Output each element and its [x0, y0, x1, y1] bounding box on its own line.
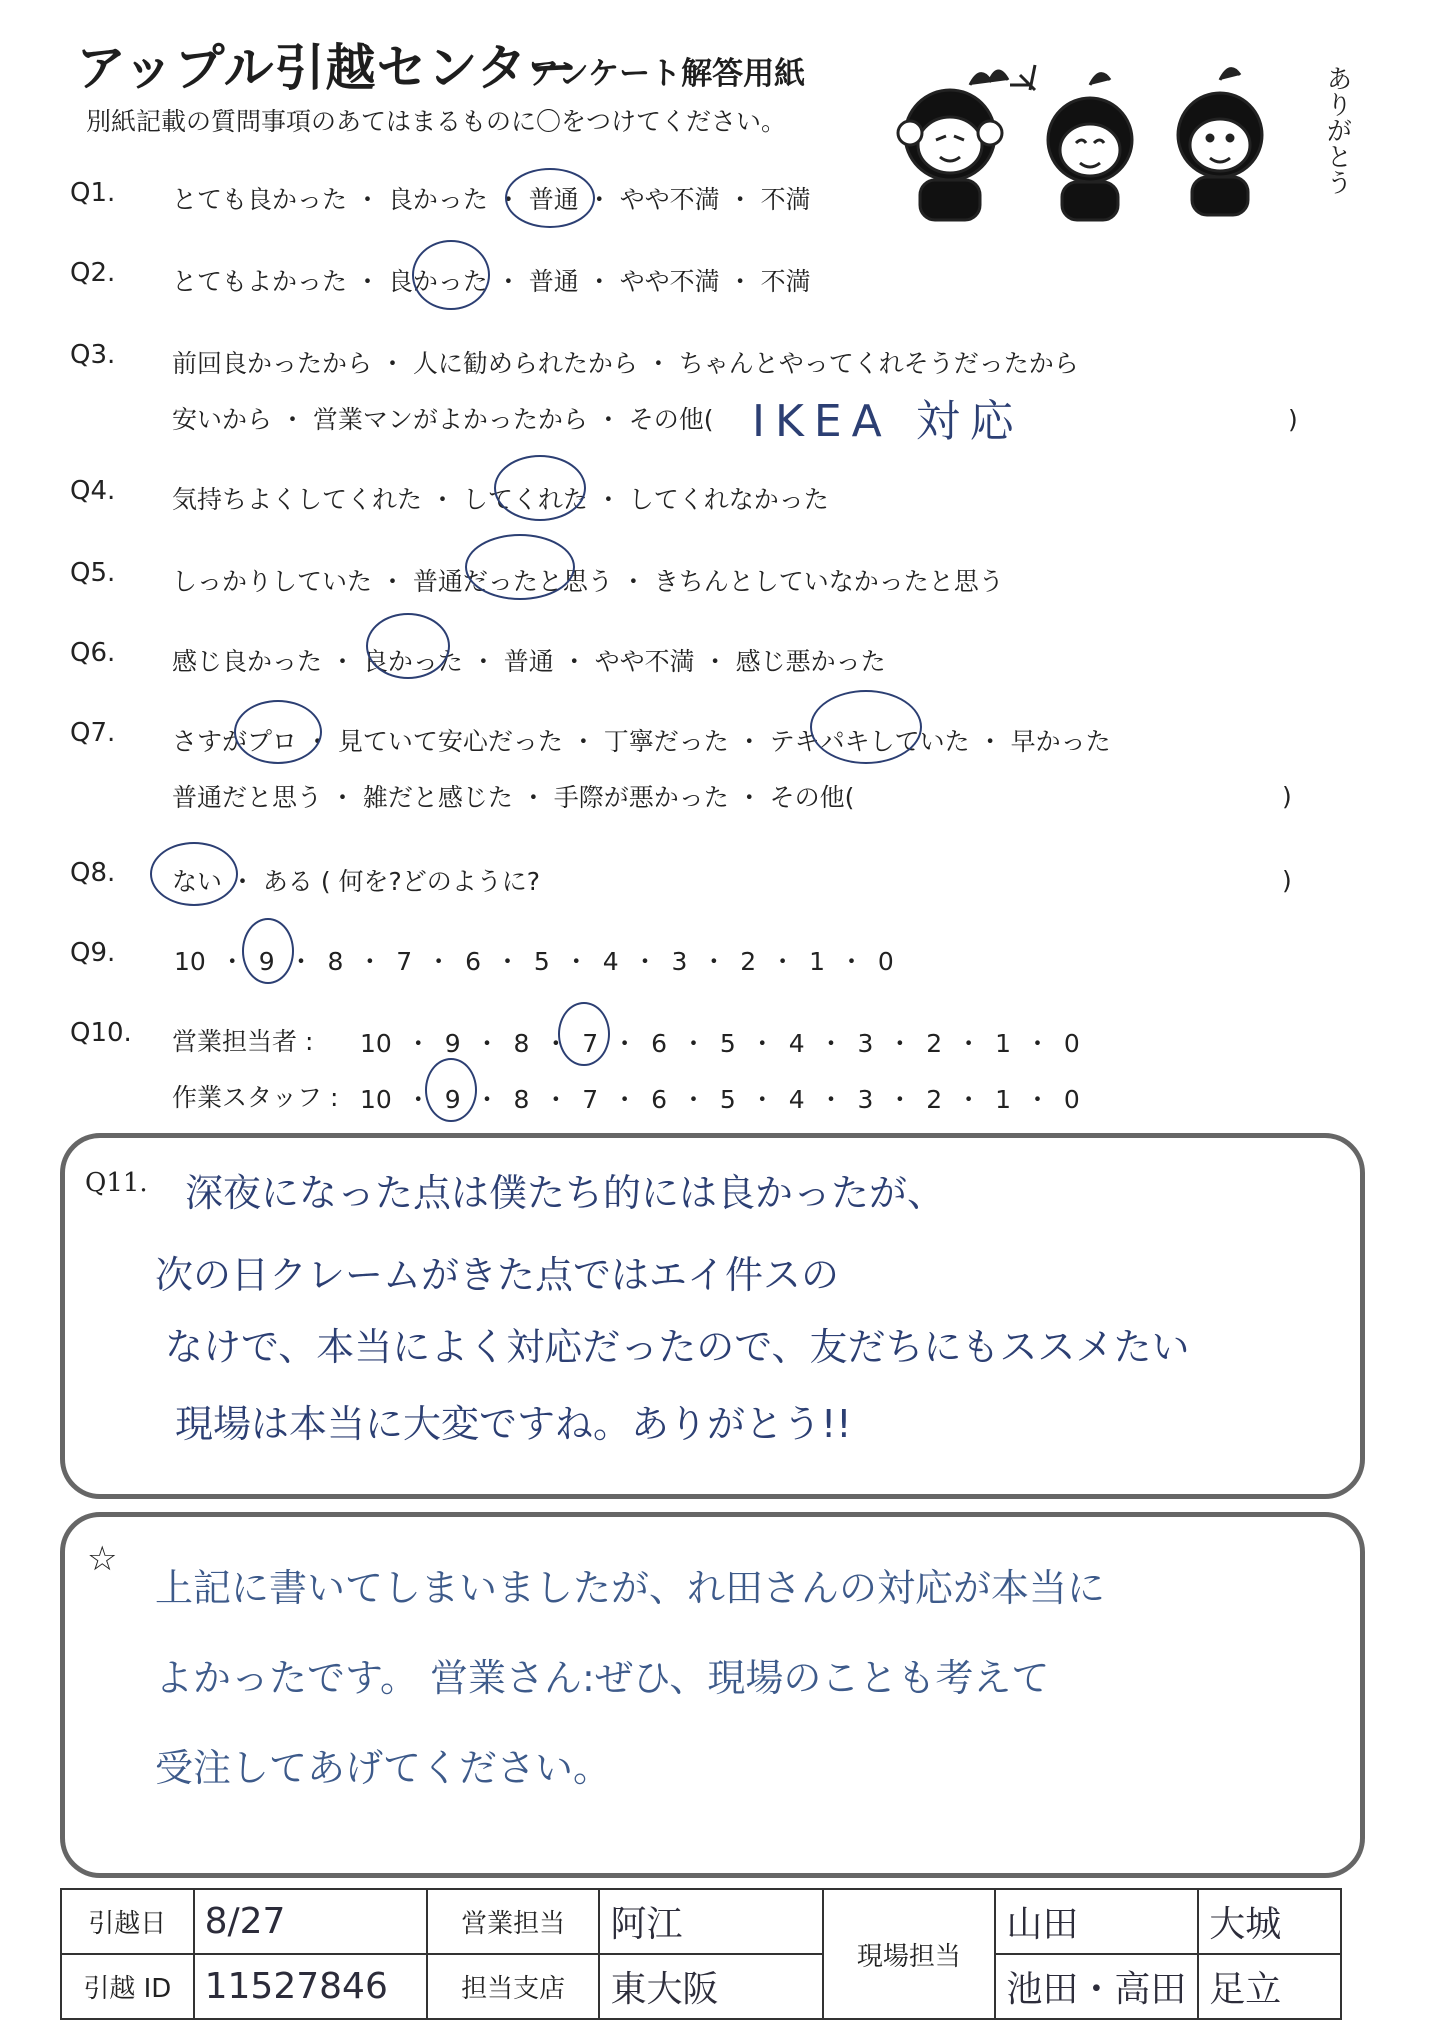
- q2-label: Q2.: [70, 258, 116, 288]
- form-subtitle: アンケート解答用紙: [528, 56, 806, 92]
- q3-label: Q3.: [70, 340, 116, 370]
- site-staff-top-1: 山田: [995, 1889, 1198, 1954]
- q10-staff-scale[interactable]: 10 ・ 9 ・ 8 ・ 7 ・ 6 ・ 5 ・ 4 ・ 3 ・ 2 ・ 1 ・ 0: [360, 1085, 1080, 1114]
- star-line-3: 受注してあげてください。: [155, 1746, 612, 1790]
- q10-label: Q10.: [70, 1018, 132, 1048]
- q10-staff-label: 作業スタッフ :: [172, 1083, 339, 1112]
- q7-selection-circle-2: [810, 690, 922, 764]
- star-line-1: 上記に書いてしまいましたが、れ田さんの対応が本当に: [155, 1566, 1106, 1610]
- branch-value: 東大阪: [599, 1954, 822, 2019]
- q2-selection-circle: [412, 240, 490, 310]
- q7-selection-circle-1: [234, 700, 322, 764]
- q11-line-2: 次の日クレームがきた点ではエイ件スの: [155, 1253, 840, 1297]
- q5-selection-circle: [465, 534, 575, 600]
- q6-options[interactable]: 感じ良かった ・ 良かった ・ 普通 ・ やや不満 ・ 感じ悪かった: [172, 647, 886, 676]
- move-id-value: 11527846: [194, 1954, 427, 2019]
- q10-sales-selection-circle: [558, 1002, 610, 1066]
- move-date-label: 引越日: [61, 1889, 194, 1954]
- q8-label: Q8.: [70, 858, 116, 888]
- q10-staff-selection-circle: [425, 1058, 477, 1122]
- site-staff-label: 現場担当: [823, 1889, 996, 2019]
- q7-options-line1[interactable]: さすがプロ ・ 見ていて安心だった ・ 丁寧だった ・ テキパキしていた ・ 早かった: [172, 727, 1111, 756]
- extra-comment-box: [60, 1512, 1365, 1878]
- thanks-vertical-text: ありがとう: [1322, 65, 1352, 195]
- q4-selection-circle: [494, 455, 586, 521]
- q6-selection-circle: [366, 613, 450, 679]
- instruction-text: 別紙記載の質問事項のあてはまるものに〇をつけてください。: [86, 107, 787, 136]
- q6-label: Q6.: [70, 638, 116, 668]
- q7-label: Q7.: [70, 718, 116, 748]
- site-staff-top-2: 大城: [1198, 1889, 1341, 1954]
- q3-other-close: ): [1288, 405, 1298, 434]
- monkey-mascots-illustration: [880, 45, 1300, 225]
- q5-options[interactable]: しっかりしていた ・ 普通だったと思う ・ きちんとしていなかったと思う: [172, 567, 1004, 596]
- q5-label: Q5.: [70, 558, 116, 588]
- q10-sales-scale[interactable]: 10 ・ 9 ・ 8 ・ 7 ・ 6 ・ 5 ・ 4 ・ 3 ・ 2 ・ 1 ・ 0: [360, 1029, 1080, 1058]
- site-staff-bottom-1: 池田・高田: [995, 1954, 1198, 2019]
- q11-label: Q11.: [85, 1168, 148, 1198]
- move-date-value: 8/27: [194, 1889, 427, 1954]
- move-id-label: 引越 ID: [61, 1954, 194, 2019]
- q10-sales-label: 営業担当者 :: [172, 1027, 314, 1056]
- q8-options[interactable]: ない ・ ある ( 何を?どのように?: [172, 867, 541, 896]
- q9-selection-circle: [242, 918, 294, 984]
- q7-options-line2[interactable]: 普通だと思う ・ 雑だと感じた ・ 手際が悪かった ・ その他(: [172, 783, 855, 812]
- sales-rep-label: 営業担当: [427, 1889, 600, 1954]
- q1-options[interactable]: とても良かった ・ 良かった ・ 普通 ・ やや不満 ・ 不満: [172, 185, 811, 214]
- sales-rep-value: 阿江: [599, 1889, 822, 1954]
- q3-other-handwritten: IKEA 対応: [752, 396, 1024, 447]
- q2-options[interactable]: とてもよかった ・ 良かった ・ 普通 ・ やや不満 ・ 不満: [172, 267, 811, 296]
- q11-line-1: 深夜になった点は僕たち的には良かったが、: [185, 1171, 946, 1215]
- form-title: アップル引越センター: [76, 39, 579, 97]
- q3-options-line1[interactable]: 前回良かったから ・ 人に勧められたから ・ ちゃんとやってくれそうだったから: [172, 349, 1079, 378]
- star-line-2: よかったです。 営業さん:ぜひ、現場のことも考えて: [155, 1656, 1050, 1700]
- q4-options[interactable]: 気持ちよくしてくれた ・ してくれた ・ してくれなかった: [172, 485, 829, 514]
- q7-other-close: ): [1282, 782, 1292, 811]
- footer-info-table: [60, 1888, 1342, 2020]
- q8-close: ): [1282, 866, 1292, 895]
- q11-line-4: 現場は本当に大変ですね。ありがとう!!: [175, 1402, 852, 1446]
- q1-label: Q1.: [70, 178, 116, 208]
- q4-label: Q4.: [70, 476, 116, 506]
- site-staff-bottom-2: 足立: [1198, 1954, 1341, 2019]
- star-icon: ☆: [87, 1539, 118, 1579]
- q9-label: Q9.: [70, 938, 116, 968]
- branch-label: 担当支店: [427, 1954, 600, 2019]
- q9-scale[interactable]: 10 ・ 9 ・ 8 ・ 7 ・ 6 ・ 5 ・ 4 ・ 3 ・ 2 ・ 1 ・ 0: [174, 947, 894, 976]
- q1-selection-circle: [505, 168, 595, 228]
- q11-line-3: なけで、本当によく対応だったので、友だちにもススメたい: [165, 1325, 1190, 1369]
- q11-comment-box: [60, 1133, 1365, 1499]
- q3-options-line2[interactable]: 安いから ・ 営業マンがよかったから ・ その他(: [172, 405, 714, 434]
- q8-selection-circle: [150, 842, 238, 906]
